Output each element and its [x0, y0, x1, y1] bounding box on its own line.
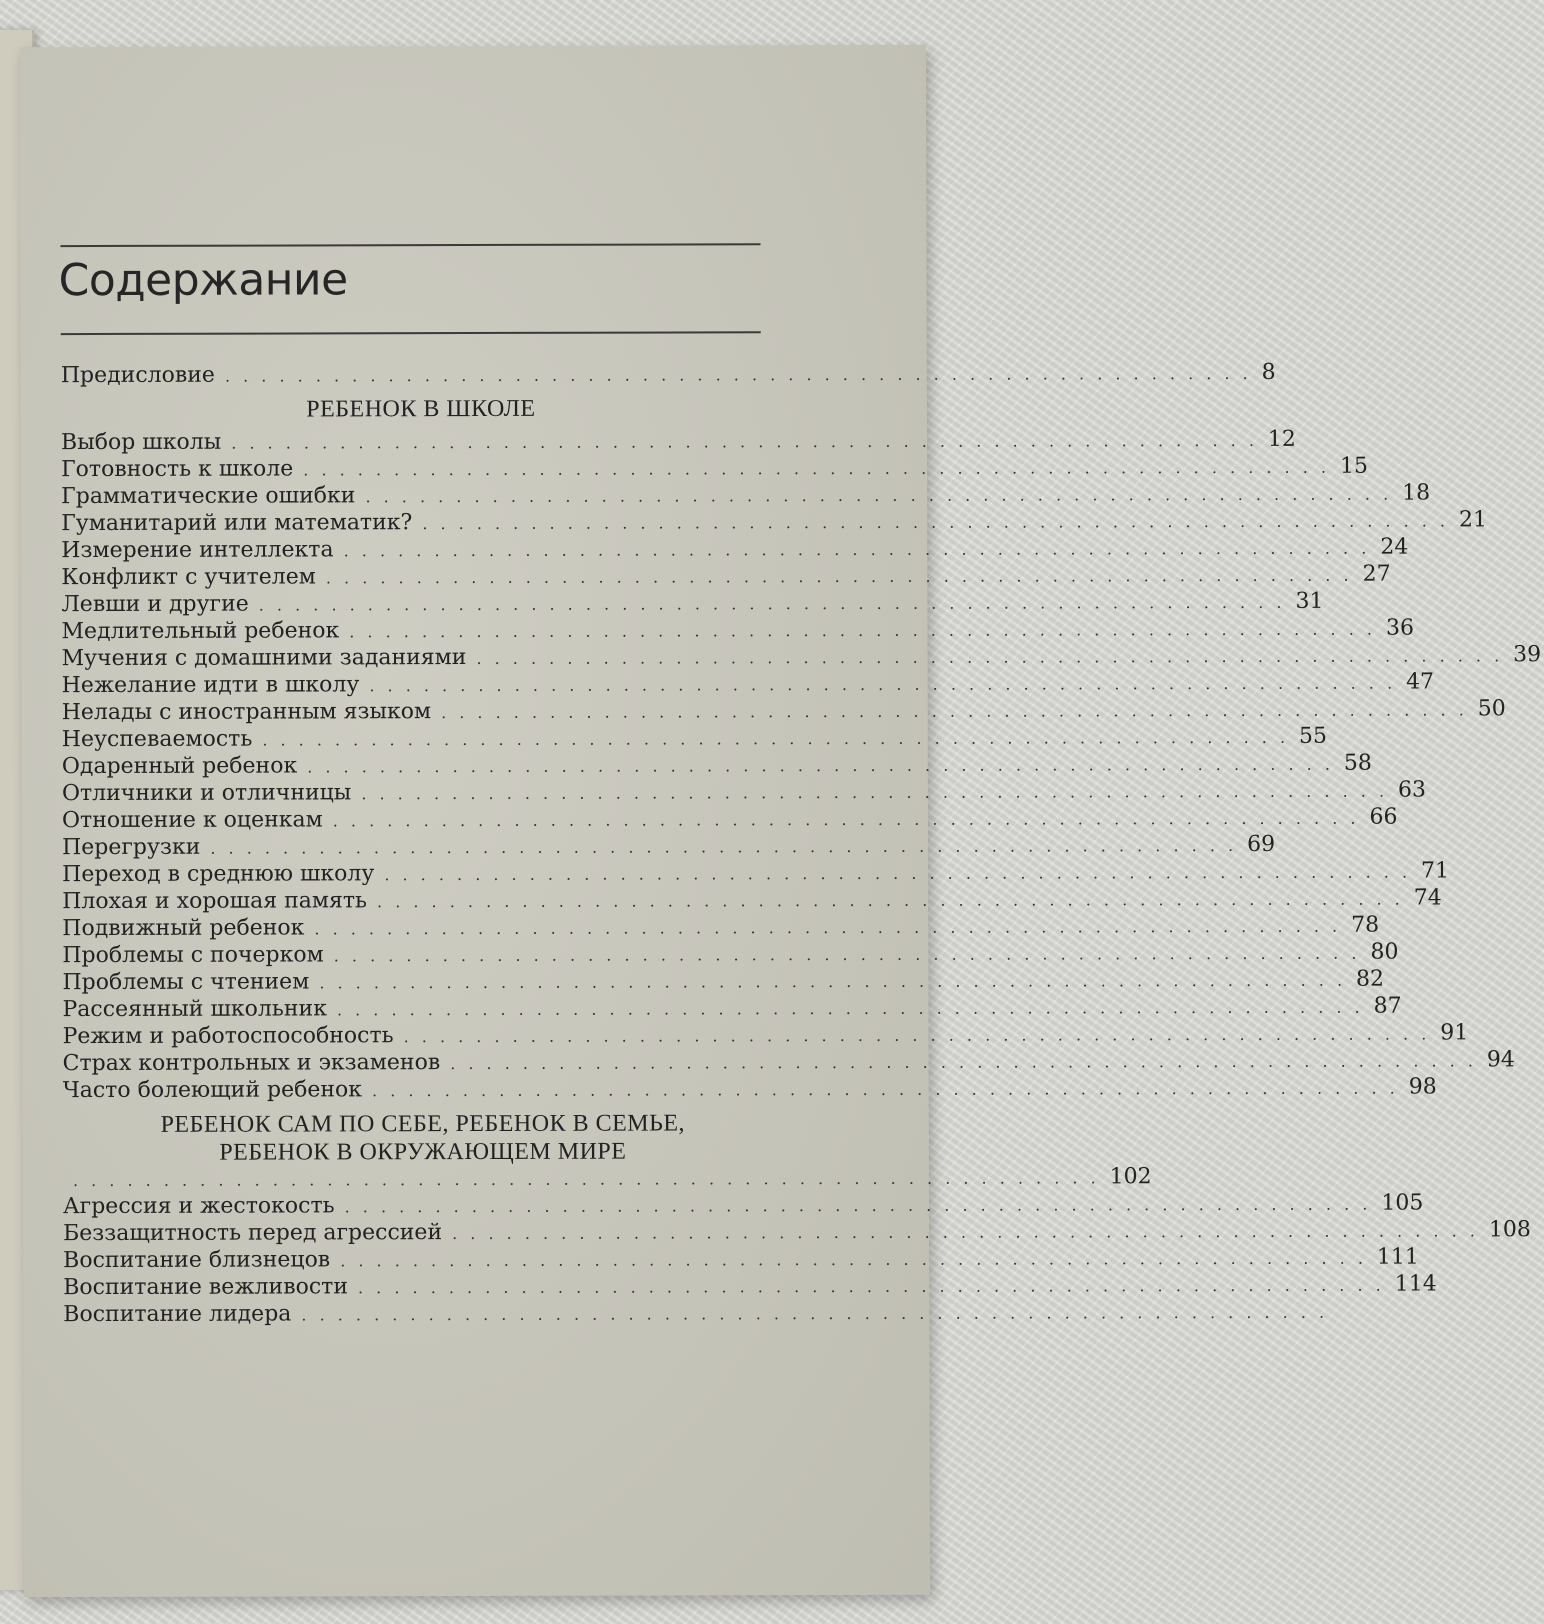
bottom-rule	[61, 331, 761, 335]
toc-entry-page: 12	[1267, 426, 1296, 452]
toc-entry-page: 63	[1397, 777, 1427, 803]
toc-entry	[61, 723, 1328, 754]
top-rule	[60, 243, 760, 247]
toc-entry	[63, 1217, 1531, 1248]
leader-dots: . . . . . . . . . . . . . . . . . . . . . . . . . . . . . . . . . . . . . . . . . . . . . . . . . . . . . . . . .	[376, 889, 1404, 912]
toc-entry-title: Страх контрольных и экзаменов	[62, 1050, 441, 1077]
section-heading-family-line2: РЕБЕНОК В ОКРУЖАЮЩЕМ МИРЕ	[219, 1138, 627, 1166]
leader-dots: . . . . . . . . . . . . . . . . . . . . . . . . . . . . . . . . . . . . . . . . . . . . . . . . . . . . . . . . .	[403, 1024, 1431, 1047]
leader-dots: . . . . . . . . . . . . . . . . . . . . . . . . . . . . . . . . . . . . . . . . . . . . . . . . . . . . . . . . .	[301, 1302, 1329, 1325]
leader-dots: . . . . . . . . . . . . . . . . . . . . . . . . . . . . . . . . . . . . . . . . . . . . . . . . . . . . . . . . .	[72, 1168, 1100, 1191]
leader-dots: . . . . . . . . . . . . . . . . . . . . . . . . . . . . . . . . . . . . . . . . . . . . . . . . . . . . . . . . .	[224, 363, 1252, 386]
toc-entry-title: Беззащитность перед агрессией	[63, 1220, 443, 1247]
toc-entry	[62, 831, 1276, 862]
toc-entry-page: 108	[1488, 1217, 1531, 1243]
toc-entry-title: Плохая и хорошая память	[62, 888, 368, 915]
toc-entry-title: Агрессия и жестокость	[62, 1193, 335, 1220]
toc-entry	[62, 1020, 1469, 1051]
book-page	[20, 45, 1542, 1597]
toc-entry-page: 98	[1408, 1074, 1437, 1100]
toc-entry-title: Левши и другие	[61, 591, 249, 618]
toc-entry-title: Мучения с домашними заданиями	[61, 645, 467, 672]
leader-dots: . . . . . . . . . . . . . . . . . . . . . . . . . . . . . . . . . . . . . . . . . . . . . . . . . . . . . . . . .	[258, 592, 1286, 615]
toc-entry-page: 15	[1339, 453, 1368, 479]
table-of-contents	[60, 359, 1542, 1329]
toc-entry-title: Неуспеваемость	[61, 726, 253, 753]
toc-entry	[62, 912, 1380, 943]
leader-dots: . . . . . . . . . . . . . . . . . . . . . . . . . . . . . . . . . . . . . . . . . . . . . . . . . . . . . . . . .	[325, 565, 1353, 588]
toc-entry	[62, 858, 1450, 889]
toc-entry-title: Гуманитарий или математик?	[61, 510, 413, 537]
section-1-entries	[60, 426, 1542, 1105]
toc-entry	[61, 561, 1391, 592]
leader-dots: . . . . . . . . . . . . . . . . . . . . . . . . . . . . . . . . . . . . . . . . . . . . . . . . . . . . . . . . .	[314, 916, 1342, 939]
toc-entry	[63, 1300, 1329, 1329]
leader-dots: . . . . . . . . . . . . . . . . . . . . . . . . . . . . . . . . . . . . . . . . . . . . . . . . . . . . . . . . .	[332, 808, 1360, 831]
toc-entry	[62, 939, 1399, 970]
toc-entry	[61, 615, 1414, 646]
toc-entry-title: Грамматические ошибки	[61, 483, 356, 510]
toc-entry-page: 69	[1247, 831, 1276, 857]
toc-entry	[61, 588, 1324, 619]
leader-dots: . . . . . . . . . . . . . . . . . . . . . . . . . . . . . . . . . . . . . . . . . . . . . . . . . . . . . . . . .	[344, 1194, 1372, 1217]
toc-entry-page: 94	[1486, 1047, 1515, 1073]
toc-entry-title: Нелады с иностранным языком	[61, 699, 432, 726]
leader-dots: . . . . . . . . . . . . . . . . . . . . . . . . . . . . . . . . . . . . . . . . . . . . . . . . . . . . . . . . .	[369, 673, 1397, 696]
section-2-page-row	[63, 1164, 1152, 1194]
leader-dots: . . . . . . . . . . . . . . . . . . . . . . . . . . . . . . . . . . . . . . . . . . . . . . . . . . . . . . . . .	[333, 943, 1361, 966]
page-title: Содержание	[58, 254, 348, 307]
toc-entry	[60, 426, 1296, 457]
leader-dots: . . . . . . . . . . . . . . . . . . . . . . . . . . . . . . . . . . . . . . . . . . . . . . . . . . . . . . . . .	[371, 1078, 1399, 1101]
toc-entry-title: Готовность к школе	[61, 456, 294, 483]
leader-dots: . . . . . . . . . . . . . . . . . . . . . . . . . . . . . . . . . . . . . . . . . . . . . . . . . . . . . . . . .	[307, 754, 1334, 777]
toc-entry	[61, 480, 1431, 511]
toc-entry-page: 18	[1402, 480, 1431, 506]
toc-entry-page: 55	[1298, 723, 1328, 749]
toc-entry-page: 31	[1295, 588, 1324, 614]
toc-entry-title: Предисловие	[60, 362, 215, 389]
toc-entry-title: Воспитание вежливости	[63, 1274, 349, 1301]
toc-entry-title: Нежелание идти в школу	[61, 672, 360, 699]
toc-entry-title: Измерение интеллекта	[61, 537, 334, 564]
toc-entry-page: 105	[1381, 1190, 1424, 1216]
toc-entry	[61, 642, 1542, 673]
toc-entry-page: 21	[1458, 507, 1488, 533]
toc-entry-page: 36	[1385, 615, 1414, 641]
toc-entry	[61, 777, 1427, 808]
toc-entry	[61, 696, 1506, 727]
toc-entry-page: 8	[1261, 359, 1276, 385]
leader-dots: . . . . . . . . . . . . . . . . . . . . . . . . . . . . . . . . . . . . . . . . . . . . . . . . . . . . . . . . .	[361, 781, 1389, 804]
toc-entry-title: Отличники и отличницы	[61, 780, 352, 807]
toc-entry-page: 50	[1477, 696, 1506, 722]
toc-entry	[61, 669, 1435, 700]
toc-entry-title: Проблемы с почерком	[62, 942, 324, 969]
toc-entry	[61, 507, 1488, 538]
leader-dots: . . . . . . . . . . . . . . . . . . . . . . . . . . . . . . . . . . . . . . . . . . . . . . . . . . . . . . . . .	[441, 700, 1468, 723]
toc-entry-page: 87	[1373, 993, 1402, 1019]
leader-dots: . . . . . . . . . . . . . . . . . . . . . . . . . . . . . . . . . . . . . . . . . . . . . . . . . . . . . . . . .	[365, 484, 1393, 507]
toc-entry-page: 58	[1343, 750, 1372, 776]
leader-dots: . . . . . . . . . . . . . . . . . . . . . . . . . . . . . . . . . . . . . . . . . . . . . . . . . . . . . . . . .	[450, 1051, 1477, 1074]
toc-entry-page: 91	[1440, 1020, 1469, 1046]
toc-entry-title: Рассеянный школьник	[62, 996, 327, 1023]
leader-dots: . . . . . . . . . . . . . . . . . . . . . . . . . . . . . . . . . . . . . . . . . . . . . . . . . . . . . . . . .	[384, 862, 1412, 885]
toc-entry-title: Режим и работоспособность	[62, 1023, 394, 1050]
leader-dots: . . . . . . . . . . . . . . . . . . . . . . . . . . . . . . . . . . . . . . . . . . . . . . . . . . . . . . . . .	[231, 430, 1258, 453]
toc-entry-page: 39	[1513, 642, 1542, 668]
toc-entry	[62, 966, 1385, 997]
toc-entry	[61, 750, 1372, 781]
toc-entry	[63, 1244, 1419, 1275]
toc-entry-page: 24	[1380, 534, 1409, 560]
toc-entry-page: 114	[1394, 1271, 1437, 1297]
toc-entry	[61, 534, 1409, 565]
toc-entry	[62, 1047, 1515, 1078]
toc-entry-page: 47	[1406, 669, 1435, 695]
leader-dots: . . . . . . . . . . . . . . . . . . . . . . . . . . . . . . . . . . . . . . . . . . . . . . . . . . . . . . . . .	[476, 646, 1504, 668]
toc-entry-page: 82	[1355, 966, 1385, 992]
toc-entry-title: Отношение к оценкам	[61, 807, 323, 834]
toc-entry-title: Переход в среднюю школу	[62, 861, 375, 888]
toc-entry	[62, 1190, 1424, 1221]
leader-dots: . . . . . . . . . . . . . . . . . . . . . . . . . . . . . . . . . . . . . . . . . . . . . . . . . . . . . . . . .	[349, 619, 1376, 642]
toc-entry	[62, 993, 1402, 1024]
toc-entry-page: 111	[1376, 1244, 1419, 1270]
toc-entry	[61, 804, 1398, 835]
toc-entry-title: Конфликт с учителем	[61, 564, 316, 591]
toc-entry-page: 78	[1351, 912, 1380, 938]
toc-entry	[62, 885, 1442, 916]
leader-dots: . . . . . . . . . . . . . . . . . . . . . . . . . . . . . . . . . . . . . . . . . . . . . . . . . . . . . . . . .	[357, 1275, 1385, 1298]
leader-dots: . . . . . . . . . . . . . . . . . . . . . . . . . . . . . . . . . . . . . . . . . . . . . . . . . . . . . . . . .	[340, 1248, 1367, 1271]
toc-entry-page: 27	[1362, 561, 1391, 587]
toc-entry-title: Медлительный ребенок	[61, 618, 340, 645]
toc-entry-title: Часто болеющий ребенок	[62, 1077, 363, 1104]
leader-dots: . . . . . . . . . . . . . . . . . . . . . . . . . . . . . . . . . . . . . . . . . . . . . . . . . . . . . . . . .	[343, 538, 1371, 561]
toc-entry	[63, 1271, 1437, 1302]
toc-entry	[62, 1074, 1437, 1105]
toc-preface	[60, 359, 1276, 390]
toc-entry-title: Проблемы с чтением	[62, 969, 310, 996]
toc-entry-page: 74	[1413, 885, 1442, 911]
leader-dots: . . . . . . . . . . . . . . . . . . . . . . . . . . . . . . . . . . . . . . . . . . . . . . . . . . . . . . . . .	[262, 727, 1290, 750]
leader-dots: . . . . . . . . . . . . . . . . . . . . . . . . . . . . . . . . . . . . . . . . . . . . . . . . . . . . . . . . .	[210, 836, 1238, 858]
leader-dots: . . . . . . . . . . . . . . . . . . . . . . . . . . . . . . . . . . . . . . . . . . . . . . . . . . . . . . . . .	[303, 457, 1330, 480]
toc-entry-title: Воспитание лидера	[63, 1301, 292, 1328]
toc-entry-page: 66	[1369, 804, 1398, 830]
section-2-entries	[62, 1190, 1531, 1329]
section-heading-family-line1: РЕБЕНОК САМ ПО СЕБЕ, РЕБЕНОК В СЕМЬЕ,	[160, 1110, 686, 1138]
toc-entry-title: Одаренный ребенок	[61, 753, 298, 780]
toc-entry-title: Выбор школы	[60, 429, 222, 456]
leader-dots: . . . . . . . . . . . . . . . . . . . . . . . . . . . . . . . . . . . . . . . . . . . . . . . . . . . . . . . . .	[452, 1221, 1479, 1244]
toc-entry-page: 80	[1370, 939, 1399, 965]
section-2-page: 102	[1109, 1164, 1152, 1190]
toc-entry-title: Подвижный ребенок	[62, 915, 305, 942]
toc-entry	[61, 453, 1368, 484]
toc-entry-page: 71	[1421, 858, 1450, 884]
leader-dots: . . . . . . . . . . . . . . . . . . . . . . . . . . . . . . . . . . . . . . . . . . . . . . . . . . . . . . . . .	[422, 511, 1450, 534]
toc-entry-title: Перегрузки	[62, 834, 201, 861]
toc-entry-title: Воспитание близнецов	[63, 1247, 331, 1274]
leader-dots: . . . . . . . . . . . . . . . . . . . . . . . . . . . . . . . . . . . . . . . . . . . . . . . . . . . . . . . . .	[336, 997, 1364, 1020]
leader-dots: . . . . . . . . . . . . . . . . . . . . . . . . . . . . . . . . . . . . . . . . . . . . . . . . . . . . . . . . .	[319, 970, 1347, 993]
section-heading-school: РЕБЕНОК В ШКОЛЕ	[306, 395, 536, 423]
